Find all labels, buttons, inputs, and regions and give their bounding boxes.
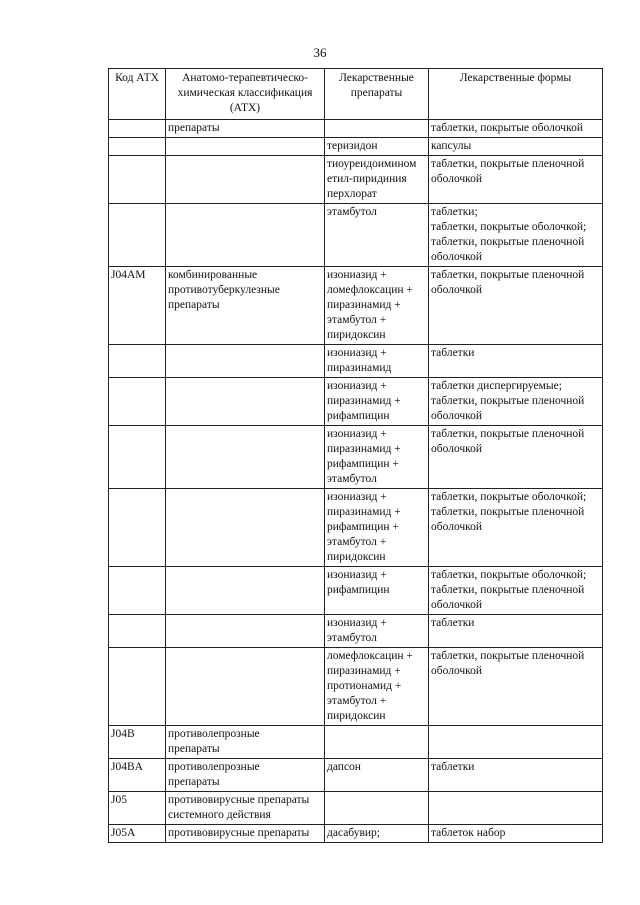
cell-drug — [325, 489, 429, 567]
cell-line: таблетки, покрытые оболочкой; — [431, 221, 587, 233]
cell-classification — [166, 204, 325, 267]
cell-line: этамбутол + — [327, 695, 387, 707]
table-row — [109, 825, 603, 843]
cell-dosage-forms — [429, 648, 603, 726]
cell-line: оболочкой — [431, 251, 483, 263]
cell-classification — [166, 378, 325, 426]
cell-classification — [166, 267, 325, 345]
cell-line: препараты — [168, 743, 220, 755]
cell-line: изониазид + — [327, 617, 387, 629]
cell-dosage-forms — [429, 825, 603, 843]
cell-line: таблетки диспергируемые; — [431, 380, 562, 392]
cell-line: этамбутол — [327, 632, 377, 644]
cell-drug — [325, 267, 429, 345]
cell-line: таблетки, покрытые пленочной — [431, 506, 585, 518]
cell-atx-code — [109, 378, 166, 426]
cell-classification — [166, 615, 325, 648]
table-row — [109, 378, 603, 426]
cell-line: протионамид + — [327, 680, 402, 692]
cell-line: этамбутол + — [327, 536, 387, 548]
cell-atx-code: J04AM — [109, 267, 166, 345]
cell-line: пиридоксин — [327, 329, 386, 341]
cell-dosage-forms — [429, 489, 603, 567]
cell-classification — [166, 648, 325, 726]
cell-line: дасабувир; — [327, 827, 380, 839]
cell-classification — [166, 156, 325, 204]
cell-drug — [325, 792, 429, 825]
table-row — [109, 138, 603, 156]
cell-line: системного действия — [168, 809, 271, 821]
cell-line: перхлорат — [327, 188, 377, 200]
cell-line: таблетки, покрытые оболочкой; — [431, 569, 587, 581]
cell-line: таблетки; — [431, 206, 478, 218]
cell-drug — [325, 648, 429, 726]
cell-atx-code — [109, 489, 166, 567]
cell-atx-code — [109, 138, 166, 156]
cell-classification — [166, 426, 325, 489]
header-classification — [166, 69, 325, 120]
cell-line: противотуберкулезные — [168, 284, 280, 296]
table-row — [109, 792, 603, 825]
cell-line: таблетки — [431, 347, 475, 359]
cell-line: изониазид + — [327, 428, 387, 440]
cell-line: таблетки, покрытые пленочной — [431, 158, 585, 170]
header-drugs — [325, 69, 429, 120]
cell-line: противовирусные препараты — [168, 827, 310, 839]
cell-line: таблетки, покрытые пленочной — [431, 428, 585, 440]
cell-line: оболочкой — [431, 443, 483, 455]
cell-dosage-forms — [429, 267, 603, 345]
cell-dosage-forms — [429, 345, 603, 378]
cell-line: таблетки, покрытые пленочной — [431, 269, 585, 281]
cell-line: комбинированные — [168, 269, 258, 281]
cell-line: противолепрозные — [168, 728, 260, 740]
cell-line: пиразинамид + — [327, 506, 401, 518]
cell-line: етил-пиридиния — [327, 173, 407, 185]
cell-dosage-forms — [429, 120, 603, 138]
cell-drug — [325, 759, 429, 792]
cell-line: этамбутол + — [327, 314, 387, 326]
table-header-row — [109, 69, 603, 120]
cell-line: рифампицин — [327, 584, 390, 596]
cell-line: изониазид + — [327, 269, 387, 281]
cell-dosage-forms — [429, 726, 603, 759]
cell-classification — [166, 489, 325, 567]
cell-drug — [325, 567, 429, 615]
cell-atx-code: J05A — [109, 825, 166, 843]
cell-line: Лекарственные — [339, 72, 414, 84]
table-row — [109, 567, 603, 615]
cell-line: изониазид + — [327, 491, 387, 503]
cell-dosage-forms — [429, 378, 603, 426]
cell-line: противолепрозные — [168, 761, 260, 773]
cell-classification — [166, 759, 325, 792]
cell-classification — [166, 792, 325, 825]
cell-classification — [166, 345, 325, 378]
cell-line: пиразинамид + — [327, 395, 401, 407]
cell-line: ломефлоксацин + — [327, 650, 413, 662]
cell-drug — [325, 120, 429, 138]
cell-drug — [325, 204, 429, 267]
cell-line: препараты — [168, 776, 220, 788]
table-row — [109, 345, 603, 378]
cell-line: Код АТХ — [115, 72, 159, 84]
table-row — [109, 267, 603, 345]
cell-line: таблетки, покрытые оболочкой — [431, 122, 583, 134]
cell-line: теризидон — [327, 140, 378, 152]
cell-line: препараты — [350, 87, 403, 99]
cell-line: таблетки, покрытые пленочной — [431, 395, 585, 407]
cell-line: дапсон — [327, 761, 361, 773]
cell-line: оболочкой — [431, 410, 483, 422]
cell-atx-code — [109, 426, 166, 489]
cell-line: (АТХ) — [229, 102, 261, 114]
cell-line: изониазид + — [327, 347, 387, 359]
page-number: 36 — [313, 45, 327, 60]
cell-atx-code — [109, 156, 166, 204]
header-code — [109, 69, 166, 120]
cell-line: химическая классификация — [177, 87, 313, 99]
cell-line: таблетки, покрытые пленочной — [431, 236, 585, 248]
cell-classification — [166, 825, 325, 843]
cell-line: таблетки — [431, 617, 475, 629]
cell-line: изониазид + — [327, 569, 387, 581]
table-row — [109, 615, 603, 648]
cell-line: тиоуреидоимином — [327, 158, 417, 170]
cell-line: противовирусные препараты — [168, 794, 310, 806]
cell-line: таблетки, покрытые оболочкой; — [431, 491, 587, 503]
table-row — [109, 156, 603, 204]
cell-line: таблетки, покрытые пленочной — [431, 584, 585, 596]
cell-line: таблетки — [431, 761, 475, 773]
cell-dosage-forms — [429, 792, 603, 825]
cell-atx-code — [109, 204, 166, 267]
cell-line: изониазид + — [327, 380, 387, 392]
cell-line: оболочкой — [431, 173, 483, 185]
table-row — [109, 726, 603, 759]
header-forms — [429, 69, 603, 120]
cell-line: пиразинамид + — [327, 299, 401, 311]
cell-line: рифампицин + — [327, 521, 399, 533]
cell-line: таблетки, покрытые пленочной — [431, 650, 585, 662]
cell-line: оболочкой — [431, 284, 483, 296]
cell-drug — [325, 726, 429, 759]
cell-line: пиразинамид + — [327, 665, 401, 677]
cell-drug — [325, 426, 429, 489]
cell-classification — [166, 138, 325, 156]
cell-atx-code — [109, 567, 166, 615]
cell-drug — [325, 825, 429, 843]
cell-dosage-forms — [429, 204, 603, 267]
table-row — [109, 648, 603, 726]
cell-line: оболочкой — [431, 665, 483, 677]
table-row — [109, 489, 603, 567]
cell-line: этамбутол — [327, 473, 377, 485]
table-row — [109, 120, 603, 138]
cell-dosage-forms — [429, 138, 603, 156]
cell-atx-code — [109, 120, 166, 138]
cell-atx-code: J04BA — [109, 759, 166, 792]
cell-classification — [166, 567, 325, 615]
cell-dosage-forms — [429, 615, 603, 648]
cell-line: таблеток набор — [431, 827, 506, 839]
cell-atx-code — [109, 345, 166, 378]
cell-line: пиразинамид + — [327, 443, 401, 455]
cell-line: оболочкой — [431, 599, 483, 611]
cell-line: ломефлоксацин + — [327, 284, 413, 296]
cell-line: Лекарственные формы — [459, 72, 572, 84]
cell-dosage-forms — [429, 426, 603, 489]
cell-line: рифампицин + — [327, 458, 399, 470]
cell-line: пиразинамид — [327, 362, 392, 374]
cell-line: капсулы — [431, 140, 472, 152]
cell-classification — [166, 726, 325, 759]
table-body — [109, 120, 603, 843]
cell-line: пиридоксин — [327, 551, 386, 563]
cell-drug — [325, 138, 429, 156]
table-row — [109, 204, 603, 267]
table-row — [109, 426, 603, 489]
cell-line: этамбутол — [327, 206, 377, 218]
cell-line: Анатомо-терапевтическо- — [182, 72, 308, 84]
cell-drug — [325, 615, 429, 648]
cell-line: препараты — [168, 299, 220, 311]
cell-line: рифампицин — [327, 410, 390, 422]
cell-atx-code: J04B — [109, 726, 166, 759]
cell-line: препараты — [168, 122, 220, 134]
cell-dosage-forms — [429, 567, 603, 615]
cell-drug — [325, 345, 429, 378]
table-row — [109, 759, 603, 792]
cell-line: пиридоксин — [327, 710, 386, 722]
cell-drug — [325, 156, 429, 204]
cell-atx-code — [109, 615, 166, 648]
atx-classification-table — [108, 68, 603, 843]
cell-line: оболочкой — [431, 521, 483, 533]
cell-classification — [166, 120, 325, 138]
cell-dosage-forms — [429, 759, 603, 792]
cell-drug — [325, 378, 429, 426]
cell-atx-code — [109, 648, 166, 726]
cell-dosage-forms — [429, 156, 603, 204]
cell-atx-code: J05 — [109, 792, 166, 825]
